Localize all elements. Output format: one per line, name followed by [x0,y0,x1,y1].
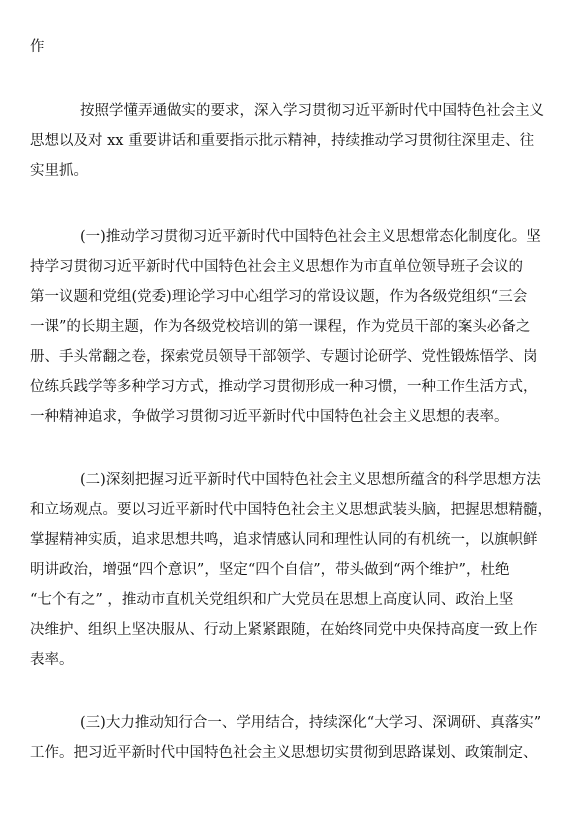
paragraph-4-first-line: (三)大力推动知行合一、学用结合，持续深化“大学习、深调研、真落实” [80,715,542,731]
text-line: 位练兵践学等多种学习方式，推动学习贯彻形成一种习惯，一种工作生活方式， [30,379,538,395]
text-line: 作 [30,39,45,55]
paragraph-1-first-line: 按照学懂弄通做实的要求，深入学习贯彻习近平新时代中国特色社会主义 [80,103,544,119]
text-line: 实里抓。 [30,163,88,179]
text-line: 和立场观点。要以习近平新时代中国特色社会主义思想武装头脑，把握思想精髓， [30,502,552,518]
text-line: 一种精神追求，争做学习贯彻习近平新时代中国特色社会主义思想的表率。 [30,409,509,425]
text-line: 第一议题和党组(党委)理论学习中心组学习的常设议题，作为各级党组织“三会 [30,289,528,305]
paragraph-2-first-line: (一)推动学习贯彻习近平新时代中国特色社会主义思想常态化制度化。坚 [80,229,541,245]
paragraph-3-first-line: (二)深刻把握习近平新时代中国特色社会主义思想所蕴含的科学思想方法 [80,472,541,488]
text-line: 掌握精神实质，追求思想共鸣，追求情感认同和理性认同的有机统一，以旗帜鲜 [30,532,538,548]
text-line: 工作。把习近平新时代中国特色社会主义思想切实贯彻到思路谋划、政策制定、 [30,745,538,761]
text-line: 一课”的长期主题，作为各级党校培训的第一课程，作为党员干部的案头必备之 [30,319,531,335]
text-line: 明讲政治，增强“四个意识”，坚定“四个自信”，带头做到“两个维护”，杜绝 [30,562,510,578]
text-line: 表率。 [30,652,74,668]
text-line: 册、手头常翻之卷，探索党员领导干部领学、专题讨论研学、党性锻炼悟学、岗 [30,349,538,365]
text-line: 持学习贯彻习近平新时代中国特色社会主义思想作为市直单位领导班子会议的 [30,259,523,275]
text-line: “七个有之” ，推动市直机关党组织和广大党员在思想上高度认同、政治上坚 [30,592,514,608]
text-line: 思想以及对 xx 重要讲话和重要指示批示精神，持续推动学习贯彻往深里走、往 [30,133,535,149]
text-line: 决维护、组织上坚决服从、行动上紧紧跟随，在始终同党中央保持高度一致上作 [30,622,538,638]
